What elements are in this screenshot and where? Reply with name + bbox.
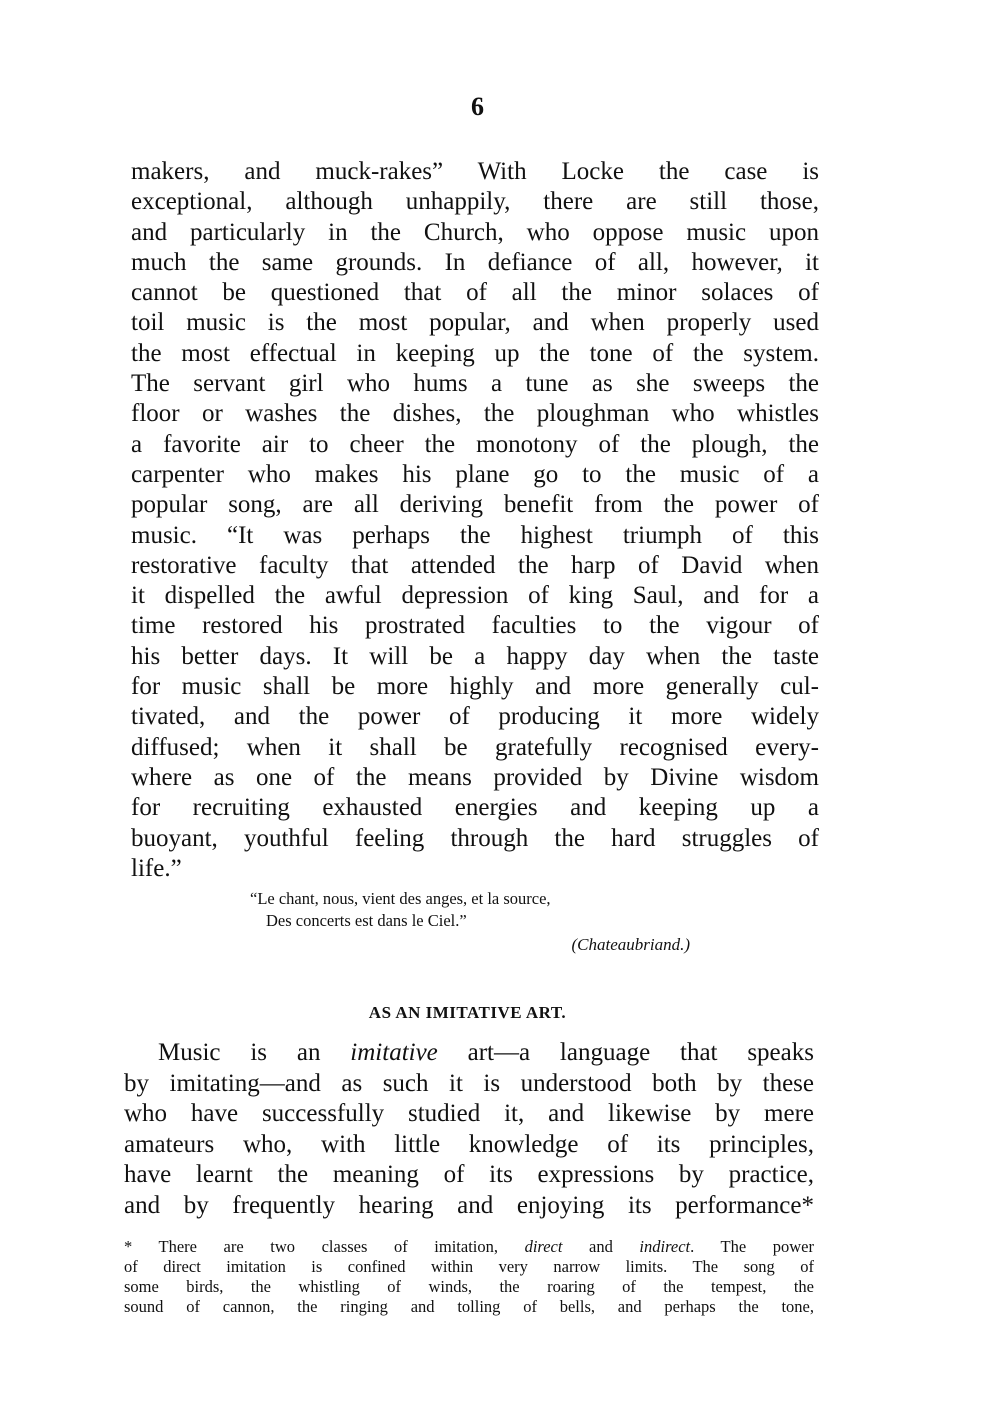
text-line: restorative faculty that attended the harp of David when [131, 551, 819, 579]
text-line: popular song, are all deriving benefit from the power of [131, 491, 819, 519]
text-line: time restored his prostrated faculties to the vigour of [131, 612, 819, 640]
text-line: for music shall be more highly and more generally cul- [131, 673, 819, 701]
text-line: much the same grounds. In defiance of all, however, it [131, 248, 819, 276]
footnote-line: some birds, the whistling of winds, the roaring of the tempest, the [124, 1277, 814, 1296]
page-number: 6 [471, 92, 484, 121]
text-line [124, 1038, 814, 1069]
text-line: carpenter who makes his plane go to the music of a [131, 460, 819, 488]
text-line: for recruiting exhausted energies and keeping up a [131, 794, 819, 822]
text-line: and by frequently hearing and enjoying its performance* [124, 1191, 814, 1219]
text-run: * There are two classes of imitation, [124, 1237, 525, 1256]
text-line: a favorite air to cheer the monotony of the plough, the [131, 430, 819, 458]
text-line: life.” [131, 854, 182, 882]
text-line: where as one of the means provided by Divine wisdom [131, 763, 819, 791]
section-heading: AS AN IMITATIVE ART. [368, 1003, 567, 1022]
text-line: by imitating—and as such it is understood both by these [124, 1069, 814, 1097]
text-line: the most effectual in keeping up the tone of the system. [131, 339, 819, 367]
italic-term: direct [524, 1237, 563, 1256]
text-line: have learnt the meaning of its expressions by practice, [124, 1161, 814, 1188]
paragraph-imitative-art [124, 1038, 814, 1221]
text-line: amateurs who, with little knowledge of its principles, [124, 1130, 814, 1158]
footnote-line: of direct imitation is confined within very narrow limits. The song of [124, 1257, 814, 1276]
quotation-attribution: (Chateaubriand.) [571, 935, 690, 954]
footnote [124, 1237, 814, 1317]
text-line: cannot be questioned that of all the minor solaces of [131, 279, 819, 307]
text-line: who have successfully studied it, and likewise by mere [124, 1100, 814, 1127]
text-line: music. “It was perhaps the highest triumph of this [131, 521, 819, 549]
italic-term: indirect [639, 1237, 691, 1256]
text-run: and [562, 1237, 640, 1256]
text-run: Music is an [158, 1039, 351, 1066]
text-line: buoyant, youthful feeling through the hard struggles of [131, 824, 819, 852]
text-line: exceptional, although unhappily, there are still those, [131, 188, 819, 216]
text-line: tivated, and the power of producing it more widely [131, 703, 819, 731]
text-line: and particularly in the Church, who oppose music upon [131, 218, 819, 246]
text-line: floor or washes the dishes, the ploughman who whistles [131, 400, 819, 428]
french-quotation [250, 888, 690, 956]
text-run: art—a language that speaks [437, 1039, 814, 1066]
paragraph-continuation [131, 157, 819, 884]
text-line: The servant girl who hums a tune as she sweeps the [131, 370, 819, 398]
quotation-line: “Le chant, nous, vient des anges, et la source, [250, 889, 551, 908]
footnote-line [124, 1237, 814, 1257]
text-line: his better days. It will be a happy day when the taste [131, 642, 819, 670]
text-run: . The power [690, 1237, 814, 1256]
text-line: diffused; when it shall be gratefully recognised every- [131, 733, 819, 761]
italic-term: imitative [350, 1039, 438, 1066]
text-line: it dispelled the awful depression of king Saul, and for a [131, 582, 819, 610]
quotation-line: Des concerts est dans le Ciel.” [266, 911, 467, 930]
text-line: makers, and muck-rakes” With Locke the case is [131, 158, 819, 185]
footnote-line: sound of cannon, the ringing and tolling of bells, and perhaps the tone, [124, 1297, 814, 1316]
text-line: toil music is the most popular, and when properly used [131, 309, 819, 337]
